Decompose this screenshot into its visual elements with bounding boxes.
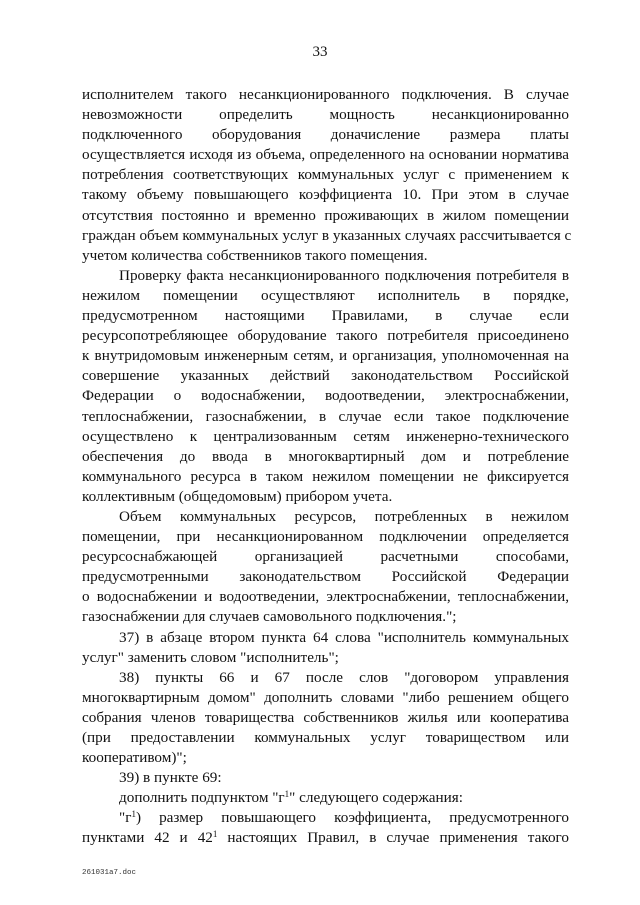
text-line (82, 768, 569, 788)
superscript-index: 1 (131, 809, 136, 820)
text-line-content: 37) в абзаце втором пункта 64 слова "исполнитель коммунальных (119, 628, 569, 646)
text-line-content: исполнителем такого несанкционированного подключения. В случае (82, 86, 569, 103)
text-line (82, 366, 569, 386)
text-line (82, 828, 569, 848)
text-line-content: 38) пункты 66 и 67 после слов "договором управления (119, 668, 569, 686)
text-line (82, 326, 569, 346)
text-line (82, 648, 569, 668)
text-line (82, 587, 569, 607)
text-line-content: собрания членов товарищества собственников жилья или кооператива (82, 708, 569, 726)
text-line-content: предусмотренными законодательством Российской Федерации (82, 568, 569, 586)
text-line-content: обеспечения до ввода в многоквартирный дом и потребление (82, 447, 569, 465)
text-line (82, 527, 569, 547)
text-line-content: невозможности определить мощность несанкционированно (82, 106, 569, 124)
text-line (82, 748, 569, 768)
text-line-content: 39) в пункте 69: (119, 769, 222, 787)
text-line-continuation: ) размер повышающего коэффициента, предусмотренного (135, 809, 569, 827)
text-line (82, 628, 569, 648)
text-line-content: Федерации о водоснабжении, водоотведении, электроснабжении, (82, 387, 569, 405)
text-line (82, 226, 572, 246)
text-line-content: такому объему повышающего коэффициента 10. При этом в случае (82, 186, 569, 204)
text-line (82, 467, 569, 487)
text-line (82, 286, 569, 306)
text-line-content: ресурсопотребляющее оборудование такого потребителя присоединено (82, 327, 569, 345)
text-line-content: осуществлено к централизованным сетям инженерно-технического (82, 427, 569, 445)
text-line-content: пунктами 42 и 42 (82, 829, 213, 847)
text-line (82, 567, 569, 587)
text-line (82, 165, 569, 185)
text-line (82, 386, 569, 406)
text-line-content: потребления соответствующих коммунальных услуг с применением к (82, 166, 569, 184)
text-line (82, 85, 569, 105)
text-line-content: отсутствия постоянно и временно проживающих в жилом помещении (82, 206, 569, 224)
text-line (82, 507, 569, 527)
text-line-continuation: настоящих Правил, в случае применения такого (217, 829, 569, 847)
text-line-content: (при предоставлении коммунальных услуг товариществом или (82, 729, 569, 746)
text-line-continuation: " следующего содержания: (289, 789, 464, 807)
text-line-content: ресурсоснабжающей организацией расчетными способами, (82, 548, 569, 566)
text-line (82, 246, 569, 266)
text-line-content: нежилом помещении осуществляют исполнитель в порядке, (82, 286, 569, 304)
superscript-index: 1 (284, 789, 290, 800)
text-line-content: многоквартирным домом" дополнить словами "либо решением общего (82, 688, 569, 706)
text-line (82, 547, 569, 567)
text-line-content: коллективным (общедомовым) прибором учета. (82, 487, 393, 505)
text-line (82, 145, 569, 165)
text-line (82, 427, 569, 447)
text-line (82, 306, 569, 326)
text-line-content: коммунального ресурса в таком нежилом помещении не фиксируется (82, 467, 569, 485)
text-line (82, 487, 569, 507)
text-line (82, 266, 569, 286)
text-line (82, 105, 569, 125)
text-line-content: предусмотренном настоящими Правилами, в случае если (82, 307, 569, 325)
text-line (82, 728, 569, 748)
text-line-content: о водоснабжении и водоотведении, электроснабжении, теплоснабжении, (82, 588, 569, 606)
text-line-content: кооперативом)"; (82, 749, 187, 767)
text-line-content: граждан объем коммунальных услуг в указанных случаях рассчитывается с (82, 226, 572, 244)
text-line (82, 125, 569, 145)
text-line-content: услуг" заменить словом "исполнитель"; (82, 648, 339, 666)
page-number: 33 (312, 44, 328, 60)
text-line (82, 206, 569, 226)
text-line (82, 788, 569, 808)
text-line-content: теплоснабжении, газоснабжении, в случае если такое подключение (82, 407, 569, 425)
text-line-content: помещении, при несанкционированном подключении определяется (82, 528, 569, 546)
document-body (82, 85, 572, 849)
text-line-content: Проверку факта несанкционированного подключения потребителя в (119, 266, 569, 284)
text-line-content: Объем коммунальных ресурсов, потребленных в нежилом (119, 507, 569, 525)
file-name-footer: 261031a7.doc (82, 869, 137, 877)
text-line-content: осуществляется исходя из объема, определенного на основании норматива (82, 146, 569, 164)
text-line (82, 346, 569, 366)
text-line (82, 607, 569, 627)
text-line (82, 808, 569, 828)
text-line (82, 688, 569, 708)
text-line-content: совершение указанных действий законодательством Российской (82, 367, 569, 385)
text-line-content: к внутридомовым инженерным сетям, и организация, уполномоченная на (82, 347, 569, 365)
text-line (82, 447, 569, 467)
text-line (82, 668, 569, 688)
superscript-index: 1 (212, 829, 218, 840)
text-line (82, 407, 569, 427)
text-line (82, 708, 569, 728)
text-line-content: подключенного оборудования доначисление размера платы (82, 126, 569, 144)
text-line-content: "г (119, 809, 132, 827)
text-line-content: газоснабжении для случаев самовольного подключения."; (82, 608, 457, 626)
text-line-content: дополнить подпунктом "г (119, 789, 285, 807)
text-line-content: учетом количества собственников такого помещения. (82, 246, 428, 264)
text-line (82, 185, 569, 205)
